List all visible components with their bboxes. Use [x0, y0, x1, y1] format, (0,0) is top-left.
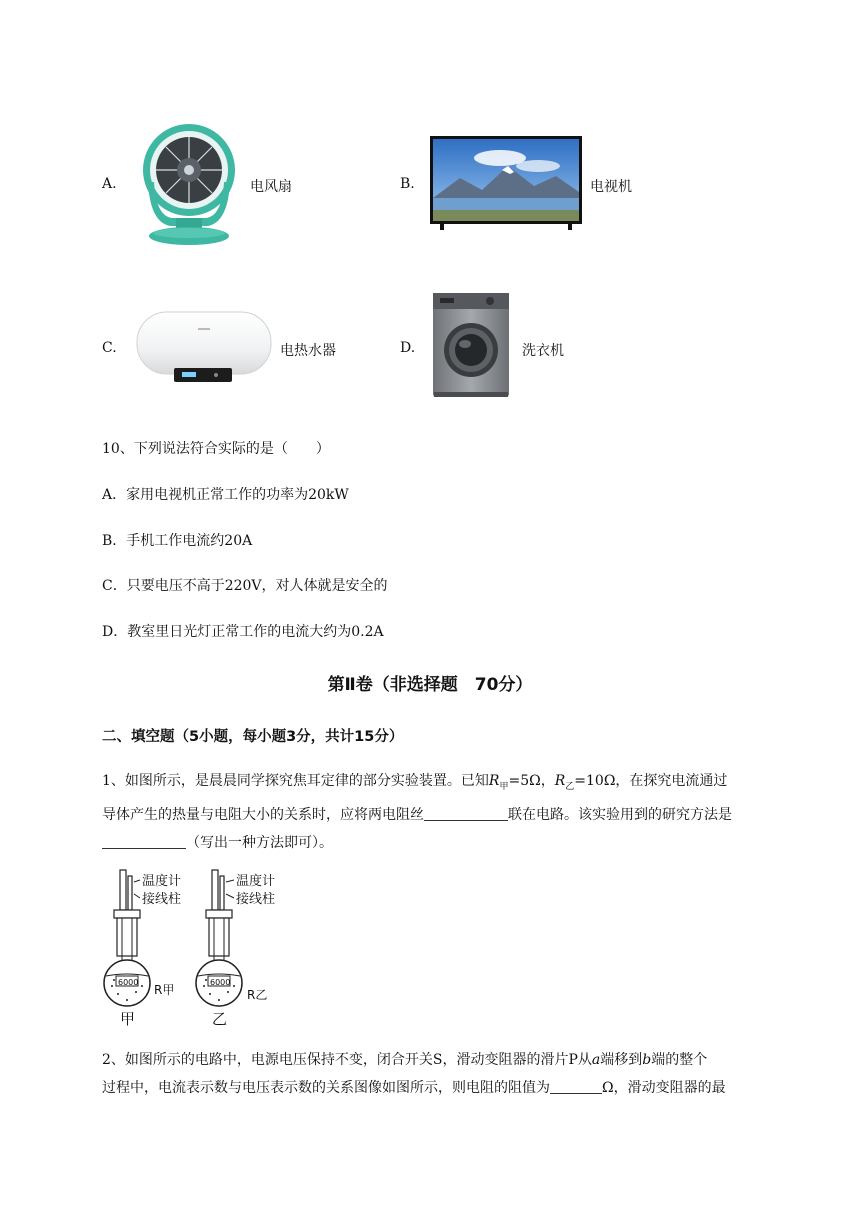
coil-right: 6000 [210, 978, 231, 987]
option-letter-a: A. [102, 176, 117, 192]
answer-blank-2[interactable] [102, 834, 186, 849]
answer-blank-1[interactable] [424, 806, 508, 821]
option-letter-c: C. [102, 340, 117, 356]
washing-machine-image [432, 292, 510, 400]
r-symbol: R [488, 773, 500, 789]
r-jia-label: R甲 [154, 983, 175, 997]
option-label-d: 洗衣机 [522, 343, 564, 359]
water-heater-image [136, 310, 272, 386]
terminal-label-right: 接线柱 [236, 892, 276, 907]
part-2-title: 第Ⅱ卷（非选择题 70分） [327, 675, 533, 695]
right-caption: 乙 [212, 1010, 228, 1028]
question-10-option-a: A．家用电视机正常工作的功率为20kW [102, 487, 349, 503]
r-symbol: R [554, 773, 566, 789]
r-yi-label: R乙 [247, 988, 268, 1002]
left-caption: 甲 [120, 1010, 136, 1028]
fan-image [140, 122, 238, 246]
terminal-label-left: 接线柱 [142, 892, 182, 907]
thermometer-label-left: 温度计 [142, 874, 182, 889]
fill-question-2: 2、如图所示的电路中，电源电压保持不变，闭合开关S，滑动变阻器的滑片P从a端移到b端的整个 过程中，电流表示数与电压表示数的关系图像如图所示，则电阻的阻值为 Ω，滑动变阻器的最 [102, 1052, 726, 1096]
section-title: 二、填空题（5小题，每小题3分，共计15分） [102, 729, 404, 745]
answer-blank-3[interactable] [550, 1079, 602, 1094]
question-10-option-d: D．教室里日光灯正常工作的电流大约为0.2A [102, 624, 384, 640]
joule-law-apparatus-figure [100, 868, 290, 1028]
question-10-option-c: C．只要电压不高于220V，对人体就是安全的 [102, 578, 388, 594]
question-10-stem: 10、下列说法符合实际的是（ ） [102, 441, 330, 457]
fill-question-1: 1、如图所示，是晨晨同学探究焦耳定律的部分实验装置。已知$R_甲=5\Omega$，$R_乙=10\Omega$，在探究电流通过 导体产生的热量与电阻大小的关系时，应将两电阻丝 联在电路。该实验用到的研究方法是 （写出一种方法即可）。 [102, 773, 732, 851]
tv-image [430, 136, 582, 232]
option-letter-b: B. [400, 176, 415, 192]
thermometer-label-right: 温度计 [236, 874, 276, 889]
question-10-option-b: B．手机工作电流约20A [102, 533, 253, 549]
option-label-b: 电视机 [590, 179, 632, 195]
option-label-c: 电热水器 [280, 343, 336, 359]
coil-left: 6000 [118, 978, 139, 987]
option-letter-d: D. [400, 340, 416, 356]
option-label-a: 电风扇 [250, 179, 292, 195]
